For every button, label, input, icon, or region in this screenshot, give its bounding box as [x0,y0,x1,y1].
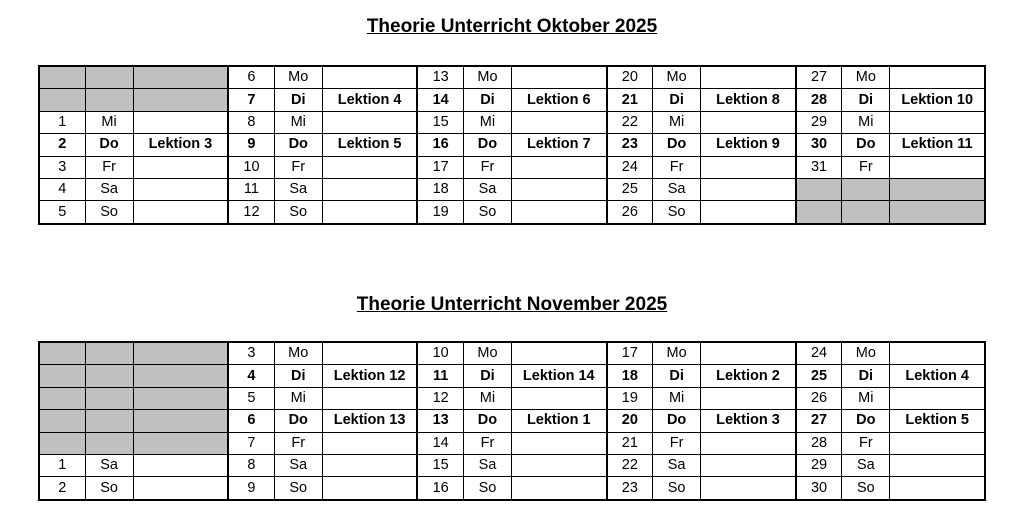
day-number-cell: 28 [796,89,842,111]
weekday-cell: Mo [653,66,701,89]
weekday-cell: So [85,477,133,500]
day-number-cell: 13 [417,66,463,89]
day-number-cell: 30 [796,477,842,500]
calendar-row [39,111,985,133]
weekday-cell: So [463,477,511,500]
lesson-cell [890,111,985,133]
lesson-cell [701,66,796,89]
day-number-cell [39,66,85,89]
lesson-cell [890,454,985,476]
day-number-cell: 4 [228,365,274,387]
weekday-cell: Fr [653,432,701,454]
day-number-cell: 29 [796,454,842,476]
lesson-cell [890,432,985,454]
weekday-cell: Fr [274,432,322,454]
weekday-cell: So [85,201,133,224]
weekday-cell [85,66,133,89]
day-number-cell [39,432,85,454]
lesson-cell [701,432,796,454]
day-number-cell: 1 [39,454,85,476]
day-number-cell: 9 [228,134,274,156]
lesson-cell [701,111,796,133]
day-number-cell: 7 [228,432,274,454]
lesson-cell: Lektion 12 [322,365,417,387]
day-number-cell: 19 [607,387,653,409]
lesson-cell [322,201,417,224]
lesson-cell: Lektion 6 [511,89,606,111]
lesson-cell: Lektion 14 [511,365,606,387]
day-number-cell: 27 [796,66,842,89]
weekday-cell: Di [653,89,701,111]
weekday-cell: Sa [274,454,322,476]
lesson-cell [133,477,228,500]
lesson-cell: Lektion 11 [890,134,985,156]
day-number-cell: 3 [39,156,85,178]
calendar-row [39,365,985,387]
lesson-cell [511,477,606,500]
day-number-cell: 5 [39,201,85,224]
lesson-cell [890,342,985,365]
day-number-cell: 6 [228,410,274,432]
lesson-cell [322,178,417,200]
weekday-cell: Mo [653,342,701,365]
day-number-cell: 29 [796,111,842,133]
day-number-cell: 12 [228,201,274,224]
lesson-cell [701,454,796,476]
lesson-cell [322,66,417,89]
weekday-cell: Fr [463,432,511,454]
weekday-cell: Mi [463,387,511,409]
day-number-cell [39,410,85,432]
calendar-row [39,342,985,365]
lesson-cell [511,201,606,224]
lesson-cell [322,387,417,409]
weekday-cell: Mo [463,342,511,365]
day-number-cell: 2 [39,477,85,500]
lesson-cell [133,201,228,224]
calendar-row [39,201,985,224]
weekday-cell: Fr [274,156,322,178]
day-number-cell: 12 [417,387,463,409]
day-number-cell: 26 [607,201,653,224]
day-number-cell: 15 [417,454,463,476]
lesson-cell: Lektion 4 [890,365,985,387]
weekday-cell: Sa [274,178,322,200]
weekday-cell [842,178,890,200]
lesson-cell [890,178,985,200]
weekday-cell: So [274,477,322,500]
lesson-cell: Lektion 1 [511,410,606,432]
day-number-cell: 11 [228,178,274,200]
lesson-cell [322,432,417,454]
lesson-cell [322,342,417,365]
weekday-cell: Mo [842,66,890,89]
lesson-cell [511,454,606,476]
lesson-cell: Lektion 3 [701,410,796,432]
weekday-cell: Mo [463,66,511,89]
lesson-cell: Lektion 10 [890,89,985,111]
weekday-cell: Fr [85,156,133,178]
day-number-cell: 30 [796,134,842,156]
day-number-cell: 21 [607,432,653,454]
weekday-cell: Sa [85,178,133,200]
lesson-cell [701,201,796,224]
day-number-cell: 27 [796,410,842,432]
day-number-cell: 21 [607,89,653,111]
weekday-cell: Sa [85,454,133,476]
weekday-cell: Mi [842,111,890,133]
lesson-cell: Lektion 9 [701,134,796,156]
weekday-cell: Fr [463,156,511,178]
lesson-cell [133,66,228,89]
day-number-cell [39,89,85,111]
weekday-cell: So [842,477,890,500]
day-number-cell: 8 [228,454,274,476]
weekday-cell: Sa [463,178,511,200]
lesson-cell [322,454,417,476]
day-number-cell: 22 [607,454,653,476]
weekday-cell [85,342,133,365]
weekday-cell: Fr [842,156,890,178]
calendar-table-october [38,65,986,225]
weekday-cell: Mi [463,111,511,133]
weekday-cell: Do [653,134,701,156]
day-number-cell: 6 [228,66,274,89]
lesson-cell [322,111,417,133]
calendar-row [39,134,985,156]
weekday-cell: So [463,201,511,224]
lesson-cell [890,156,985,178]
lesson-cell [133,156,228,178]
lesson-cell [511,111,606,133]
day-number-cell: 22 [607,111,653,133]
lesson-cell [133,111,228,133]
lesson-cell: Lektion 8 [701,89,796,111]
day-number-cell: 4 [39,178,85,200]
day-number-cell: 25 [607,178,653,200]
day-number-cell: 17 [417,156,463,178]
weekday-cell [85,432,133,454]
weekday-cell: Mi [653,111,701,133]
weekday-cell: Di [274,365,322,387]
day-number-cell: 26 [796,387,842,409]
day-number-cell: 16 [417,134,463,156]
day-number-cell: 5 [228,387,274,409]
weekday-cell: Do [842,134,890,156]
calendar-row [39,432,985,454]
calendar-row [39,156,985,178]
day-number-cell: 20 [607,66,653,89]
day-number-cell: 10 [228,156,274,178]
day-number-cell: 20 [607,410,653,432]
day-number-cell [796,178,842,200]
weekday-cell: Mi [842,387,890,409]
lesson-cell [890,387,985,409]
day-number-cell: 24 [796,342,842,365]
weekday-cell [85,410,133,432]
weekday-cell: So [653,477,701,500]
weekday-cell: Mi [85,111,133,133]
weekday-cell: Fr [653,156,701,178]
weekday-cell: Mo [842,342,890,365]
day-number-cell [796,201,842,224]
day-number-cell: 7 [228,89,274,111]
lesson-cell [701,156,796,178]
weekday-cell: Do [85,134,133,156]
calendar-table-november [38,341,986,501]
day-number-cell: 14 [417,89,463,111]
lesson-cell [133,365,228,387]
lesson-cell [133,432,228,454]
lesson-cell [322,477,417,500]
lesson-cell [133,342,228,365]
lesson-cell [511,342,606,365]
weekday-cell: Di [842,365,890,387]
lesson-cell [890,66,985,89]
weekday-cell: Fr [842,432,890,454]
lesson-cell: Lektion 5 [890,410,985,432]
weekday-cell: Sa [653,178,701,200]
lesson-cell [133,89,228,111]
day-number-cell: 3 [228,342,274,365]
weekday-cell: Mi [653,387,701,409]
weekday-cell: Do [274,134,322,156]
weekday-cell [85,89,133,111]
weekday-cell: Sa [463,454,511,476]
weekday-cell: Mi [274,387,322,409]
weekday-cell [842,201,890,224]
day-number-cell: 13 [417,410,463,432]
day-number-cell: 15 [417,111,463,133]
lesson-cell [890,201,985,224]
weekday-cell: Di [463,89,511,111]
weekday-cell: Di [274,89,322,111]
lesson-cell [511,387,606,409]
lesson-cell: Lektion 4 [322,89,417,111]
calendar-title-november: Theorie Unterricht November 2025 [356,294,668,315]
day-number-cell: 17 [607,342,653,365]
day-number-cell: 8 [228,111,274,133]
lesson-cell [133,387,228,409]
lesson-cell [701,178,796,200]
lesson-cell [511,66,606,89]
weekday-cell: Do [842,410,890,432]
day-number-cell: 16 [417,477,463,500]
day-number-cell: 19 [417,201,463,224]
calendar-row [39,477,985,500]
weekday-cell: So [274,201,322,224]
day-number-cell: 14 [417,432,463,454]
weekday-cell: So [653,201,701,224]
day-number-cell [39,365,85,387]
lesson-cell [322,156,417,178]
day-number-cell: 10 [417,342,463,365]
lesson-cell [511,156,606,178]
lesson-cell [133,454,228,476]
calendar-row [39,178,985,200]
weekday-cell: Di [842,89,890,111]
day-number-cell: 28 [796,432,842,454]
day-number-cell [39,342,85,365]
lesson-cell [701,342,796,365]
calendar-row [39,89,985,111]
lesson-cell [701,477,796,500]
weekday-cell: Sa [842,454,890,476]
day-number-cell: 2 [39,134,85,156]
day-number-cell: 9 [228,477,274,500]
day-number-cell: 11 [417,365,463,387]
weekday-cell: Mo [274,342,322,365]
weekday-cell [85,387,133,409]
weekday-cell: Do [463,410,511,432]
lesson-cell: Lektion 3 [133,134,228,156]
weekday-cell: Do [463,134,511,156]
lesson-cell [133,410,228,432]
lesson-cell [701,387,796,409]
weekday-cell [85,365,133,387]
calendar-row [39,410,985,432]
lesson-cell: Lektion 5 [322,134,417,156]
day-number-cell: 1 [39,111,85,133]
day-number-cell: 25 [796,365,842,387]
calendar-row [39,387,985,409]
lesson-cell: Lektion 13 [322,410,417,432]
calendar-title-october: Theorie Unterricht Oktober 2025 [366,16,658,37]
lesson-cell [511,432,606,454]
weekday-cell: Di [653,365,701,387]
lesson-cell [511,178,606,200]
weekday-cell: Mo [274,66,322,89]
lesson-cell [890,477,985,500]
calendar-row [39,454,985,476]
weekday-cell: Di [463,365,511,387]
day-number-cell: 18 [417,178,463,200]
weekday-cell: Mi [274,111,322,133]
lesson-cell: Lektion 2 [701,365,796,387]
weekday-cell: Do [274,410,322,432]
weekday-cell: Do [653,410,701,432]
day-number-cell: 24 [607,156,653,178]
day-number-cell: 31 [796,156,842,178]
calendar-row [39,66,985,89]
day-number-cell [39,387,85,409]
day-number-cell: 23 [607,477,653,500]
lesson-cell: Lektion 7 [511,134,606,156]
day-number-cell: 18 [607,365,653,387]
weekday-cell: Sa [653,454,701,476]
day-number-cell: 23 [607,134,653,156]
lesson-cell [133,178,228,200]
